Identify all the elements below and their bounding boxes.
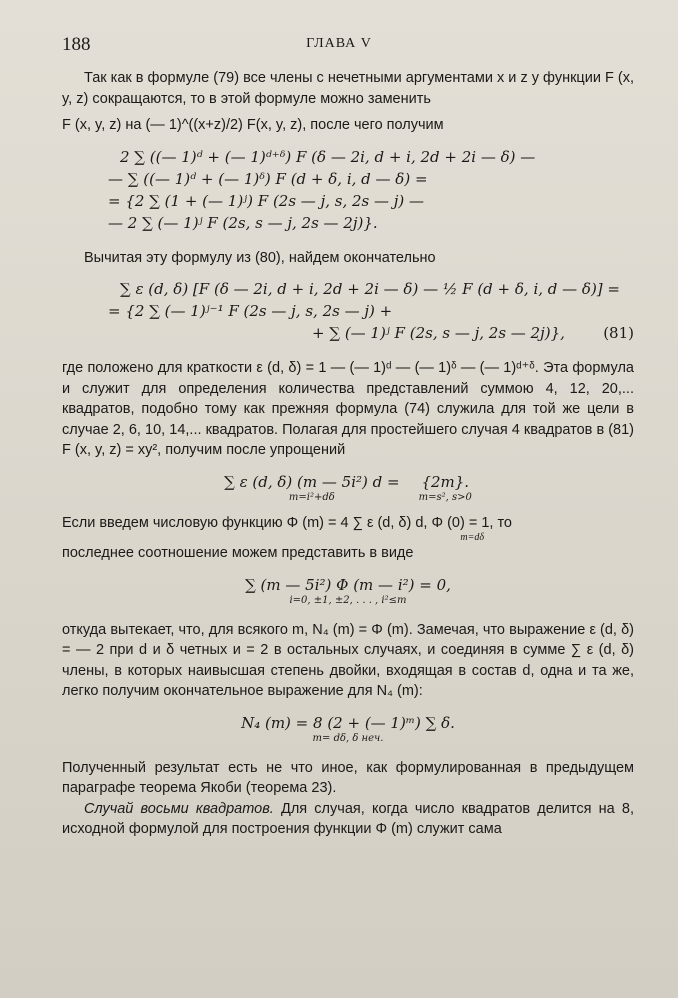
equation-5-sub: m= dδ, δ неч. bbox=[312, 732, 384, 744]
paragraph-6: Полученный результат есть не что иное, как формулированная в предыдущем параграфе теорема Якоби (теорема 23). bbox=[62, 759, 634, 796]
equation-3 bbox=[62, 471, 634, 503]
equation-4 bbox=[62, 574, 634, 606]
page-header bbox=[62, 34, 616, 56]
equation-4-text: ∑ (m — 5i²) Φ (m — i²) = 0, bbox=[245, 575, 451, 594]
equation-2-line-2: = {2 ∑ (— 1)ʲ⁻¹ F (2s — j, s, 2s — j) + bbox=[108, 302, 393, 320]
paragraph-4-sub: m=dδ bbox=[460, 532, 484, 543]
paragraph-1b: F (x, y, z) на (— 1)^((x+z)/2) F(x, y, z), после чего получим bbox=[62, 117, 444, 133]
page-body bbox=[62, 68, 634, 840]
paragraph-1: Так как в формуле (79) все члены с нечетными аргументами x и z у функции F (x, y, z) сокращаются, то в этой формуле можно заменить bbox=[62, 70, 634, 107]
equation-5 bbox=[62, 712, 634, 744]
paragraph-3: где положено для краткости ε (d, δ) = 1 — (— 1)ᵈ — (— 1)ᵟ — (— 1)ᵈ⁺ᵟ. Эта формула и служит для определения количества представлений суммою 4, 12, 20,... квадратов, подобно тому как прежняя формула (74) служила для той же цели в случае 2, 6, 10, 14,... квадратов. Полагая для простейшего случая 4 квадратов в (81) F (x, y, z) = xy², получим после упрощений bbox=[62, 360, 634, 458]
paragraph-4b: последнее соотношение можем представить в виде bbox=[62, 545, 414, 561]
equation-1-line-2: — ∑ ((— 1)ᵈ + (— 1)ᵟ) F (d + δ, i, d — δ) = bbox=[108, 169, 428, 188]
equation-2-line-3-text: + ∑ (— 1)ʲ F (2s, s — j, 2s — 2j)}, bbox=[312, 324, 565, 342]
equation-3-left-sub: m=i²+dδ bbox=[288, 491, 335, 503]
paragraph-4a: Если введем числовую функцию Φ (m) = 4 ∑ ε (d, δ) d, Φ (0) = 1, то bbox=[62, 514, 512, 531]
equation-4-sub: i=0, ±1, ±2, . . . , i²≤m bbox=[289, 594, 407, 606]
chapter-title: ГЛАВА V bbox=[306, 36, 372, 51]
paragraph-2: Вычитая эту формулу из (80), найдем окончательно bbox=[84, 249, 436, 266]
section-title: Случай восьми квадратов. bbox=[84, 800, 274, 817]
paragraph-7-text: Для случая, когда число квадратов делится на 8, исходной формулой для построения функции Φ (m) служит сама bbox=[62, 800, 634, 837]
equation-2-line-1: ∑ ε (d, δ) [F (δ — 2i, d + i, 2d + 2i — δ) — ½ F (d + δ, i, d — δ)] = bbox=[120, 280, 620, 298]
equation-1-line-3: = {2 ∑ (1 + (— 1)ʲ) F (2s — j, s, 2s — j) — bbox=[108, 191, 425, 210]
paragraph-5: откуда вытекает, что, для всякого m, N₄ (m) = Φ (m). Замечая, что выражение ε (d, δ) = — 2 при d и δ четных и = 2 в остальных случаях, и соединяя в сумме ∑ ε (d, δ) члены, в которых наивысшая степень двойки, входящая в состав d, одна и та же, легко получим окончательное выражение для N₄ (m): bbox=[62, 621, 634, 699]
equation-number: (81) bbox=[603, 324, 634, 342]
equation-4-block bbox=[245, 574, 451, 606]
equation-1-line-4: — 2 ∑ (— 1)ʲ F (2s, s — j, 2s — 2j)}. bbox=[108, 213, 378, 232]
paragraph-7 bbox=[62, 799, 634, 840]
equation-5-text: N₄ (m) = 8 (2 + (— 1)ᵐ) ∑ δ. bbox=[241, 713, 455, 732]
equation-3-right-text: {2m}. bbox=[421, 472, 470, 491]
page-number: 188 bbox=[62, 34, 91, 55]
equation-3-left bbox=[224, 471, 399, 503]
equation-5-block bbox=[241, 712, 455, 744]
equation-3-right bbox=[419, 471, 472, 503]
equation-3-left-text: ∑ ε (d, δ) (m — 5i²) d = bbox=[224, 472, 400, 491]
equation-2-line-3 bbox=[62, 322, 634, 344]
equation-3-right-sub: m=s², s>0 bbox=[418, 491, 472, 503]
equation-1-line-1: 2 ∑ ((— 1)ᵈ + (— 1)ᵈ⁺ᵟ) F (δ — 2i, d + i, 2d + 2i — δ) — bbox=[120, 147, 536, 166]
